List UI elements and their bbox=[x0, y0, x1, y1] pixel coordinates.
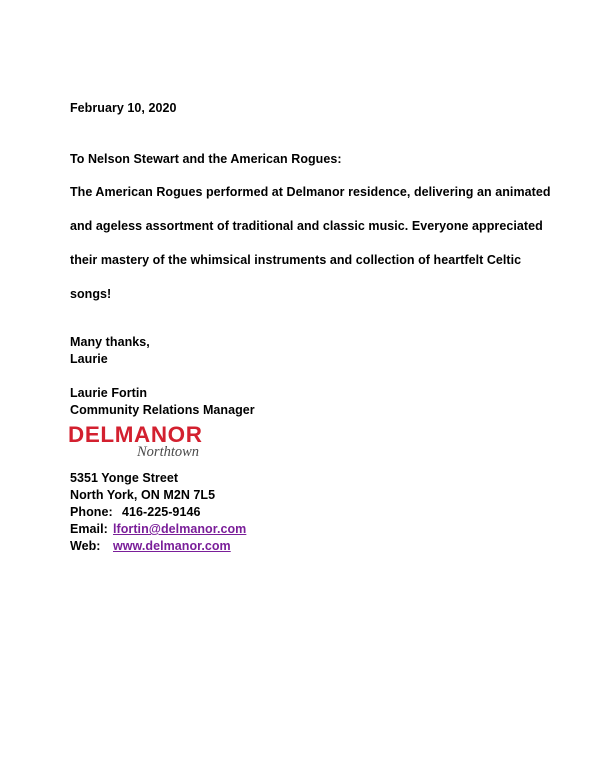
phone-row bbox=[70, 504, 200, 520]
address-street: 5351 Yonge Street bbox=[70, 471, 179, 485]
logo-subtitle: Northtown bbox=[137, 444, 200, 460]
email-label: Email: bbox=[70, 522, 108, 536]
letter-date: February 10, 2020 bbox=[70, 101, 177, 115]
letter-salutation: To Nelson Stewart and the American Rogues: bbox=[70, 152, 342, 166]
web-row bbox=[70, 538, 231, 554]
signature-name: Laurie Fortin bbox=[70, 386, 148, 400]
letter-body-line: The American Rogues performed at Delmanor residence, delivering an animated bbox=[70, 185, 551, 199]
letter-body-line: their mastery of the whimsical instruments and collection of heartfelt Celtic bbox=[70, 253, 522, 267]
letter-body-line: songs! bbox=[70, 287, 112, 301]
phone-label: Phone: bbox=[70, 505, 113, 519]
email-link[interactable]: lfortin@delmanor.com bbox=[113, 522, 247, 536]
letter-body-line: and ageless assortment of traditional and classic music. Everyone appreciated bbox=[70, 219, 543, 233]
email-row bbox=[70, 521, 246, 537]
letter-closing: Many thanks, bbox=[70, 335, 150, 349]
address-city: North York, ON M2N 7L5 bbox=[70, 488, 216, 502]
letter-closing-name: Laurie bbox=[70, 352, 108, 366]
logo-wordmark: DELMANOR bbox=[68, 422, 203, 447]
signature-title: Community Relations Manager bbox=[70, 403, 255, 417]
web-link[interactable]: www.delmanor.com bbox=[113, 539, 231, 553]
web-label: Web: bbox=[70, 539, 101, 553]
phone-value: 416-225-9146 bbox=[122, 505, 201, 519]
